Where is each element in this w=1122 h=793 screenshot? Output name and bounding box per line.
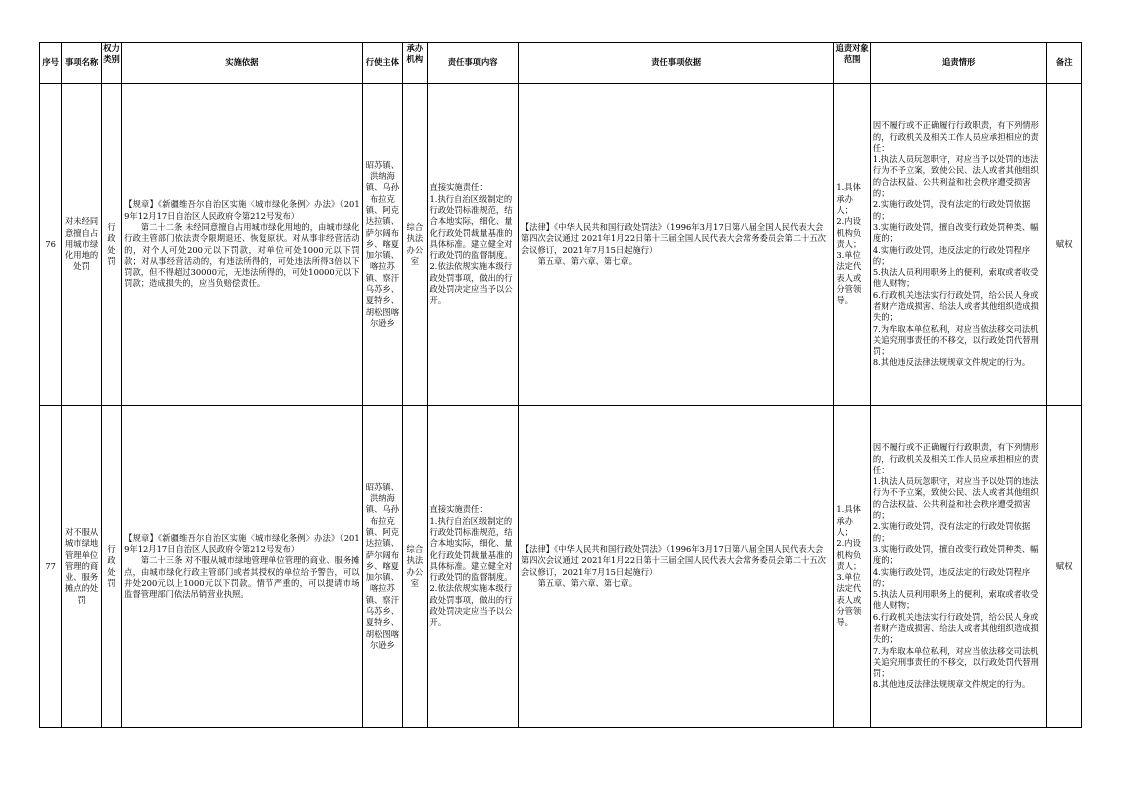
row-power-type: 行政处罚 <box>101 406 121 728</box>
row-duty-basis <box>518 406 834 728</box>
table-row <box>40 84 1082 406</box>
row-basis-article: 第二十三条 对不服从城市绿地管理单位管理的商业、服务摊点，由城市绿化行政主管部门或者其授权的单位给予警告，可以并处200元以上1000元以下罚款。情节严重的，可以提请市场监督管理部门依法吊销营业执照。 <box>124 555 360 600</box>
table-row <box>40 406 1082 728</box>
header-duty-basis: 责任事项依据 <box>518 43 834 84</box>
header-item-name: 事项名称 <box>62 43 102 84</box>
header-organ-label: 承办机构 <box>406 43 424 65</box>
row-subject: 昭苏镇、洪纳海镇、乌孙布拉克镇、阿克达拉镇、萨尔阔布乡、喀夏加尔镇、喀拉苏镇、察汗乌苏乡、夏特乡、胡松图喀尔逊乡 <box>362 406 403 728</box>
header-organ <box>403 43 427 84</box>
row-basis-article: 第二十二条 未经同意擅自占用城市绿化用地的，由城市绿化行政主管部门依法责令限期退还、恢复原状。对从事非经营活动的，对个人可处200元以下罚款，对单位可处1000元以下罚款；对从事经营活动的，有违法所得的，可处违法所得3倍以下罚款，但不得超过30000元，无违法所得的，可处10000元以下罚款；造成损失的，应当负赔偿责任。 <box>124 221 360 289</box>
header-subject: 行使主体 <box>362 43 403 84</box>
row-basis-source: 【规章】《新疆维吾尔自治区实施〈城市绿化条例〉办法》（2019年12月17日自治区人民政府令第212号发布） <box>124 532 360 554</box>
row-duty-basis-chapters: 第五章、第六章、第七章。 <box>537 255 638 266</box>
row-duty-basis-chapters: 第五章、第六章、第七章。 <box>537 577 638 588</box>
row-organ: 综合执法办公室 <box>403 406 427 728</box>
header-situations: 追责情形 <box>870 43 1047 84</box>
header-power-type <box>101 43 121 84</box>
header-basis: 实施依据 <box>122 43 362 84</box>
row-duty-basis <box>518 84 834 406</box>
row-duty-basis-source: 【法律】《中华人民共和国行政处罚法》（1996年3月17日第八届全国人民代表大会第四次会议通过 2021年1月22日第十三届全国人民代表大会常务委员会第二十五次会议修订，2021年7月15日起施行） <box>520 543 826 577</box>
row-power-type: 行政处罚 <box>101 84 121 406</box>
row-basis-source: 【规章】《新疆维吾尔自治区实施〈城市绿化条例〉办法》（2019年12月17日自治区人民政府令第212号发布） <box>124 199 360 221</box>
header-target <box>834 43 871 84</box>
row-duty-content: 直接实施责任： 1.执行自治区级制定的行政处罚标准规范，结合本地实际，细化、量化行政处罚裁量基准的具体标准。建立健全对行政处罚的监督制度。 2.依法依规实施本级行政处罚事项，做出的行政处罚决定应当予以公开。 <box>427 406 518 728</box>
row-item-name: 对未经同意擅自占用城市绿化用地的处罚 <box>62 84 102 406</box>
row-basis <box>122 84 362 406</box>
row-organ: 综合执法办公室 <box>403 84 427 406</box>
header-remark: 备注 <box>1047 43 1082 84</box>
row-seq: 77 <box>40 406 62 728</box>
row-basis <box>122 406 362 728</box>
header-row <box>40 43 1082 84</box>
row-target: 1.具体承办人； 2.内设机构负责人； 3.单位法定代表人或分管领导。 <box>834 84 871 406</box>
header-seq: 序号 <box>40 43 62 84</box>
row-situations: 因不履行或不正确履行行政职责，有下列情形的，行政机关及相关工作人员应承担相应的责任： 1.执法人员玩忽职守，对应当予以处罚的违法行为不予立案，致使公民、法人或者其他组织的合法权益、公共利益和社会秩序遭受损害的； 2.实施行政处罚，没有法定的行政处罚依据的； 3.实施行政处罚，擅自改变行政处罚种类、幅度的； 4.实施行政处罚，违反法定的行政处罚程序的； 5.执法人员利用职务上的便利，索取或者收受他人财物； 6.行政机关违法实行行政处罚，给公民人身或者财产造成损害、给法人或者其他组织造成损失的； 7.为牟取本单位私利，对应当依法移交司法机关追究刑事责任的不移交，以行政处罚代替刑罚； 8.其他违反法律法规规章文件规定的行为。 <box>870 84 1047 406</box>
row-target: 1.具体承办人； 2.内设机构负责人； 3.单位法定代表人或分管领导。 <box>834 406 871 728</box>
row-remark: 赋权 <box>1047 84 1082 406</box>
row-remark: 赋权 <box>1047 406 1082 728</box>
header-target-label: 追责对象范围 <box>835 43 869 65</box>
row-seq: 76 <box>40 84 62 406</box>
row-situations: 因不履行或不正确履行行政职责，有下列情形的，行政机关及相关工作人员应承担相应的责任： 1.执法人员玩忽职守，对应当予以处罚的违法行为不予立案，致使公民、法人或者其他组织的合法权益、公共利益和社会秩序遭受损害的； 2.实施行政处罚，没有法定的行政处罚依据的； 3.实施行政处罚，擅自改变行政处罚种类、幅度的； 4.实施行政处罚，违反法定的行政处罚程序的； 5.执法人员利用职务上的便利，索取或者收受他人财物； 6.行政机关违法实行行政处罚，给公民人身或者财产造成损害、给法人或者其他组织造成损失的； 7.为牟取本单位私利，对应当依法移交司法机关追究刑事责任的不移交，以行政处罚代替刑罚； 8.其他违反法律法规规章文件规定的行为。 <box>870 406 1047 728</box>
header-power-type-label: 权力类别 <box>103 43 120 65</box>
responsibility-table <box>39 42 1082 728</box>
row-subject: 昭苏镇、洪纳海镇、乌孙布拉克镇、阿克达拉镇、萨尔阔布乡、喀夏加尔镇、喀拉苏镇、察汗乌苏乡、夏特乡、胡松图喀尔逊乡 <box>362 84 403 406</box>
row-item-name: 对不服从城市绿地管理单位管理的商业、服务摊点的处罚 <box>62 406 102 728</box>
row-duty-basis-source: 【法律】《中华人民共和国行政处罚法》（1996年3月17日第八届全国人民代表大会第四次会议通过 2021年1月22日第十三届全国人民代表大会常务委员会第二十五次会议修订，2021年7月15日起施行） <box>520 221 826 255</box>
header-duty-content: 责任事项内容 <box>427 43 518 84</box>
row-duty-content: 直接实施责任： 1.执行自治区级制定的行政处罚标准规范，结合本地实际，细化、量化行政处罚裁量基准的具体标准。建立健全对行政处罚的监督制度。 2.依法依规实施本级行政处罚事项，做出的行政处罚决定应当予以公开。 <box>427 84 518 406</box>
